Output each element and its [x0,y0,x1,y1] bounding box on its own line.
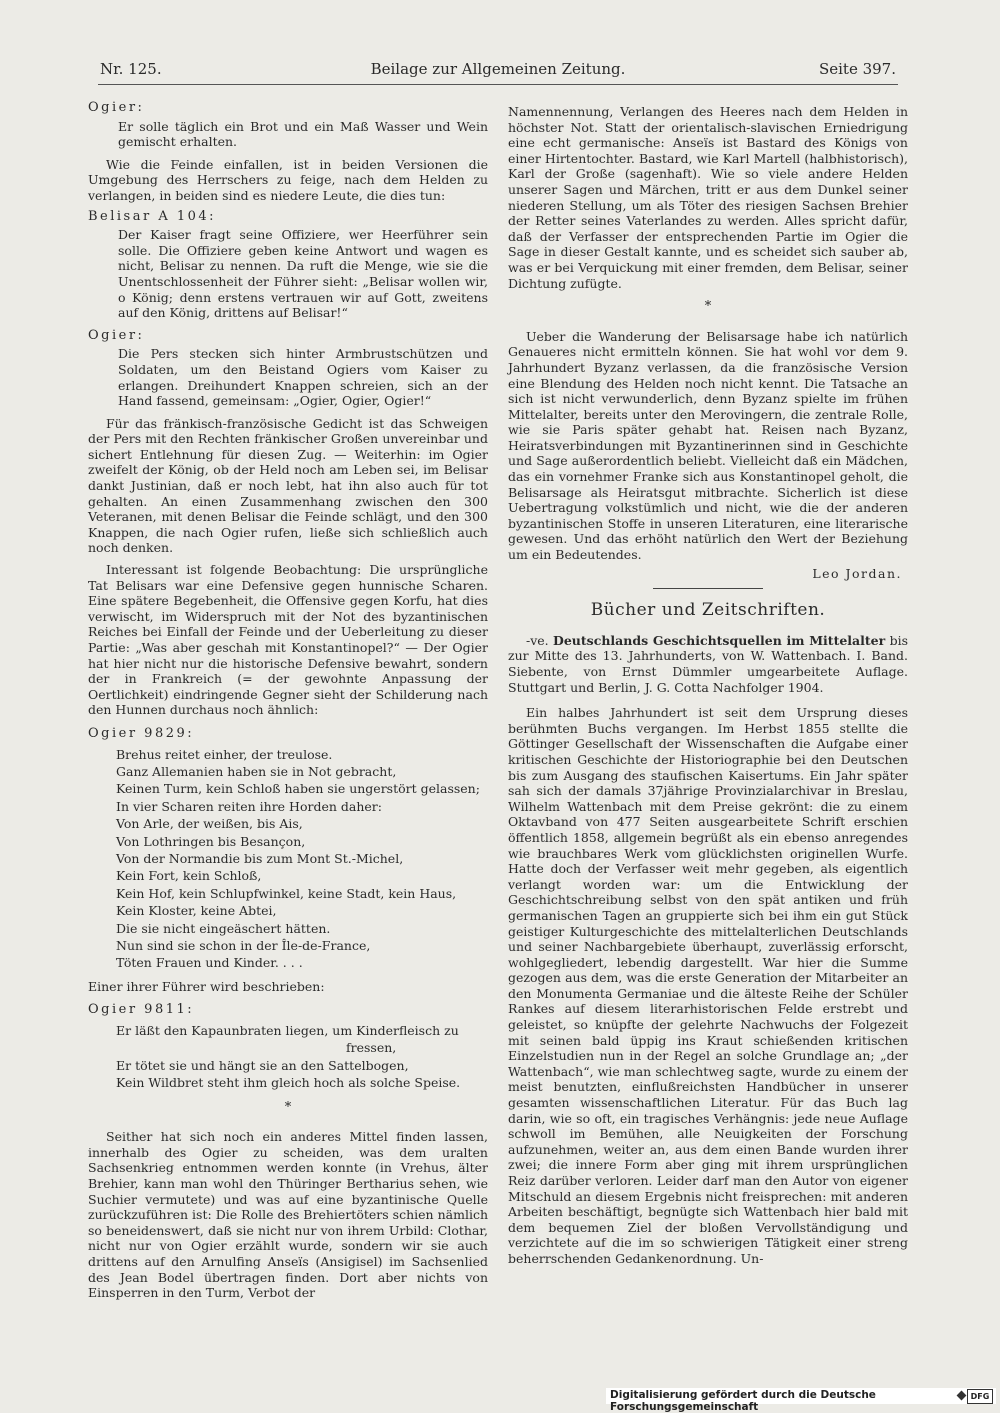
footer-text: Digitalisierung gefördert durch die Deutsche Forschungsgemeinschaft [610,1389,876,1413]
paragraph: Einer ihrer Führer wird beschrieben: [88,978,325,994]
verse-line: Kein Hof, kein Schlupfwinkel, keine Stadt, kein Haus, [116,885,457,901]
verse-line: In vier Scharen reiten ihre Horden daher: [116,798,382,814]
page-number: Seite 397. [818,60,896,78]
ogier-label: Ogier: [88,100,145,115]
section-divider-star: * [284,1099,292,1115]
ogier-quote [118,119,488,150]
belisar-label: Belisar A 104: [88,208,217,224]
verse-line: Ganz Allemanien haben sie in Not gebracht, [116,763,397,779]
issue-number: Nr. 125. [100,60,162,78]
paragraph: Interessant ist folgende Beobachtung: Die ursprüngliche Tat Belisars war eine Defensive gegen hunnische Scharen. Eine spätere Begebenheit, die Offensive gegen Korfu, hat dies verwischt, im Widerspruch mit der Not des byzantinischen Reiches bei Einfall der Feinde und der Ueberleitung zu dieser Partie: „Was aber geschah mit Konstantinopel?“ — Der Ogier hat hier nicht nur die historische Defensive bewahrt, sondern der in Frankreich (= der gewohnte Anpassung der Oertlichkeit) eindringende Gegner sieht der Schilderung nach den Hunnen durchaus noch ähnlich: [88,562,488,718]
paragraph: Seither hat sich noch ein anderes Mittel finden lassen, innerhalb des Ogier zu scheiden, was dem uralten Sachsenkrieg entnommen werden konnte (in Vrehus, älter Brehier, kann man wohl den Thüringer Bertharius sehen, wie Suchier vermutete) und was auf eine byzantinische Quelle zurückzuführen ist: Die Rolle des Brehiertöters schien nämlich so beneidenswert, daß sie nicht nur von ihrem Urbild: Clothar, nicht nur von Ogier erzählt wurde, sondern wir sie auch drittens auf den Arnulfing Anseïs (Ansigisel) im Sachsenlied des Jean Bodel übertragen finden. Dort aber nichts von Einsperren in den Turm, Verbot der [88,1129,488,1301]
paragraph: Wie die Feinde einfallen, ist in beiden Versionen die Umgebung des Herrschers zu feige, nach dem Helden zu verlangen, in beiden sind es niedere Leute, die dies tun: [88,156,488,203]
left-column [88,95,488,1301]
book-details: bis zur Mitte des 13. Jahrhunderts, von W. Wattenbach. I. Band. Siebente, von Ernst Dümmler umgearbeitete Auflage. Stuttgart und Berlin, J. G. Cotta Nachfolger 1904. [508,632,908,695]
book-title: Deutschlands Geschichtsquellen im Mittelalter [553,632,886,648]
verse-line: Brehus reitet einher, der treulose. [116,746,333,762]
author-signature: Leo Jordan. [812,565,902,581]
verse-line: Von der Normandie bis zum Mont St.-Michel, [116,851,404,866]
paragraph: Ueber die Wanderung der Belisarsage habe ich natürlich Genaueres nicht ermitteln können. Sie hat wohl vor dem 9. Jahrhundert Byzanz verlassen, da die französische Version eine Blendung des Helden noch nicht kennt. Die Tatsache an sich ist nicht verwunderlich, denn Byzanz spielte im frühen Mittelalter, bereits unter den Merovingern, die zentrale Rolle, wie sie Paris später gehabt hat. Reisen nach Byzanz, Heiratsverbindungen mit Byzantinerinnen sind in Geschichte und Sage außerordentlich beliebt. Vielleicht daß ein Mädchen, das ein vornehmer Franke sich aus Konstantinopel geholt, die Belisarsage als Heiratsgut mitbrachte. Sicherlich ist diese Uebertragung volkstümlich und nicht, wie die der anderen byzantinischen Stoffe in unseren Literaturen, eine literarische gewesen. Und das erhöht natürlich den Wert der Beziehung um ein Bedeutendes. [508,328,908,563]
verse-line: Nun sind sie schon in der Île-de-France, [116,938,371,954]
quote-text: Der Kaiser fragt seine Offiziere, wer Heerführer sein solle. Die Offiziere geben keine Antwort und wagen es nicht, Belisar zu nennen. Da ruft die Menge, wie sie die Unentschlossenheit der Führer sieht: „Belisar wollen wir, o König; denn erstens vertrauen wir auf Gott, zweitens auf den König, drittens auf Belisar!“ [118,227,488,321]
right-column [508,104,908,1267]
verse-line: Von Lothringen bis Besançon, [116,833,306,849]
quote-text: Er solle täglich ein Brot und ein Maß Wasser und Wein gemischt erhalten. [118,118,488,150]
digitization-footer [606,1388,996,1413]
ogier-label: Ogier: [88,327,145,343]
divider-rule [653,588,763,589]
ogier-9811-label: Ogier 9811: [88,1002,195,1018]
dfg-logo: DFG [967,1389,993,1404]
publication-title: Beilage zur Allgemeinen Zeitung. [370,60,626,78]
paragraph: Für das fränkisch-französische Gedicht ist das Schweigen der Pers mit den Rechten fränkischer Großen unvereinbar und sichert Entlehnung für diesen Zug. — Weiterhin: im Ogier zweifelt der König, ob der Held noch am Leben sei, im Belisar dankt Justinian, daß er noch lebt, hat ihn also auch für tot gehalten. An einen Zusammenhang zwischen den 300 Veteranen, mit denen Belisar die Feinde schlägt, und den 300 Knappen, die nach Ogier rufen, ließe sich schließlich auch noch denken. [88,415,488,556]
verse-block [116,746,488,972]
reviewer-mark: -ve. [526,632,549,648]
verse-line: Er läßt den Kapaunbraten liegen, um Kinderfleisch zu [116,1023,459,1039]
verse-line: Kein Fort, kein Schloß, [116,868,262,884]
verse-line: Kein Kloster, keine Abtei, [116,903,277,919]
page-header [98,58,898,85]
section-title: Bücher und Zeitschriften. [590,600,826,621]
book-entry [508,633,908,695]
verse-line: Keinen Turm, kein Schloß haben sie ungerstört gelassen; [116,781,480,797]
section-divider-star: * [704,299,712,315]
paragraph: Namennennung, Verlangen des Heeres nach dem Helden in höchster Not. Statt der orientalisch-slavischen Erniedrigung eine echt germanische: Anseïs ist Bastard des Königs von einer Hirtentochter. Bastard, wie Karl Martell (halbhistorisch), Karl der Große (sagenhaft). Wie so viele andere Helden unserer Sagen und Märchen, tritt er aus dem Dunkel seiner niederen Stellung, um als Töter des riesigen Sachsen Brehier der Retter seines Vaterlandes zu werden. Alles spricht dafür, daß der Verfasser der entsprechenden Partie im Ogier die Sage in dieser Gestalt kannte, und es scheidet sich sauber ab, was er bei Verquickung mit einer fremden, dem Belisar, seiner Dichtung zufügte. [508,104,908,291]
ogier-quote [118,346,488,408]
ogier-9829-label: Ogier 9829: [88,725,195,741]
verse-line: fressen, [346,1040,397,1056]
verse-block [116,1022,488,1092]
paragraph: Ein halbes Jahrhundert ist seit dem Ursprung dieses berühmten Buchs vergangen. Im Herbst 1855 stellte die Göttinger Gesellschaft der Wissenschaften die Aufgabe einer kritischen Geschichte der Historiographie bei den Deutschen bis zum Ausgang des staufischen Kaisertums. Ein Jahr später sah sich der damals 37jährige Provinzialarchivar in Breslau, Wilhelm Wattenbach mit dem Preise gekrönt: die zu einem Oktavband von 477 Seiten ausgearbeitete Schrift erschien öffentlich 1858, allgemein begrüßt als ein ebenso anregendes wie brauchbares Werk vom glücklichsten originellen Wurfe. Hatte doch der Verfasser weit mehr gegeben, als eigentlich verlangt worden war: um die Entwicklung der Geschichtschreibung selbst von den spät antiken und früh germanischen Tagen an gruppierte sich bei ihm ein gut Stück geistiger Kulturgeschichte des mittelalterlichen Deutschlands und seiner Nachbargebiete überhaupt, zuverlässig erforscht, wohlgegliedert, lebendig dargestellt. War hier die Summe gezogen aus dem, was die erste Generation der Mitarbeiter an den Monumenta Germaniae und die älteste Reihe der Schüler Rankes auf diesem literarhistorischen Felde erstrebt und geleistet, so knüpfte der gelehrte Nachwuchs der Folgezeit mit seinen bald üppig ins Kraut schießenden kritischen Einzelstudien nun in der Regel an solche Grundlage an; „der Wattenbach“, wie man schlechtweg sagte, wurde zu einem der meist benutzten, einflußreichsten Handbücher in unserer gesamten wissenschaftlichen Literatur. Für das Buch lag darin, wie so oft, ein tragisches Verhängnis: jede neue Auflage schwoll im Bemühen, alle Neuigkeiten der Forschung aufzunehmen, weiter an, aus dem einen Bande wurden ihrer zwei; die innere Form aber ging mit ihrem ursprünglichen Reiz darüber verloren. Leider darf man den Autor von eigener Mitschuld an diesem Ergebnis nicht freisprechen: mit anderen Arbeiten beschäftigt, begnügte sich Wattenbach hier bald mit dem bequemen Ziel der bloßen Vervollständigung und verzichtete auf die im so schwierigen Tätigkeit einer streng beherrschenden Gedankenordnung. Un- [508,705,908,1266]
verse-line: Die sie nicht eingeäschert hätten. [116,920,331,936]
belisar-quote [118,227,488,321]
verse-line: Kein Wildbret steht ihm gleich hoch als solche Speise. [116,1075,461,1091]
verse-line: Töten Frauen und Kinder. . . . [116,955,303,971]
verse-line: Von Arle, der weißen, bis Ais, [116,816,303,832]
quote-text: Die Pers stecken sich hinter Armbrustschützen und Soldaten, um den Beistand Ogiers vom Kaiser zu erlangen. Dreihundert Knappen schreien, sich an der Hand fassend, gemeinsam: „Ogier, Ogier, Ogier!“ [118,346,488,409]
verse-line: Er tötet sie und hängt sie an den Sattelbogen, [116,1057,409,1073]
